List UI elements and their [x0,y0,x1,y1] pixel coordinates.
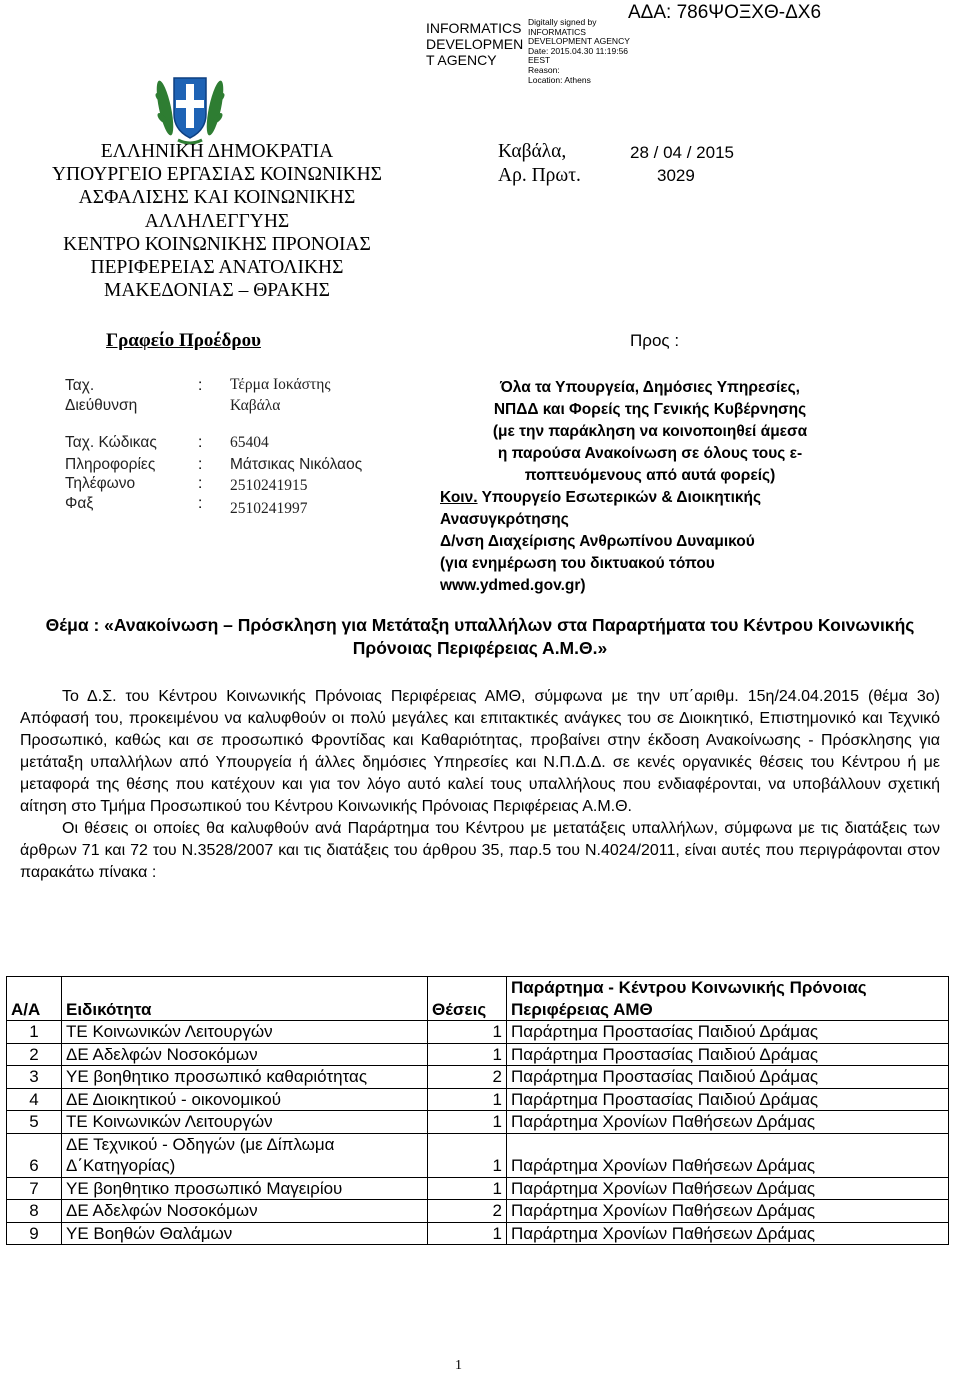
header-positions: Θέσεις [428,977,507,1021]
cell-branch: Παράρτημα Χρονίων Παθήσεων Δράμας [507,1111,949,1134]
cell-branch: Παράρτημα Χρονίων Παθήσεων Δράμας [507,1133,949,1177]
cell-positions: 1 [428,1133,507,1177]
header-specialty: Ειδικότητα [62,977,428,1021]
cell-specialty: ΤΕ Κοινωνικών Λειτουργών [62,1021,428,1044]
colon: : [198,475,203,492]
colon: : [198,434,203,451]
table-row [7,1177,949,1200]
cell-aa: 4 [7,1088,62,1111]
cc-line: Δ/νση Διαχείρισης Ανθρωπίνου Δυναμικού [440,533,755,550]
authority-line: ΑΛΛΗΛΕΓΓΥΗΣ [144,210,290,232]
table-row [7,1222,949,1245]
table-body [7,1021,949,1245]
signature-detail-line: Location: Athens [528,74,591,85]
info-value: Μάτσικας Νικόλαος [230,456,363,473]
authority-line: ΑΣΦΑΛΙΣΗΣ ΚΑΙ ΚΟΙΝΩΝΙΚΗΣ [78,187,356,209]
cc-line: www.ydmed.gov.gr) [440,577,586,594]
cell-aa: 5 [7,1111,62,1134]
address-value: Τέρμα Ιοκάστης [230,376,331,393]
cell-branch: Παράρτημα Προστασίας Παιδιού Δράμας [507,1088,949,1111]
cell-positions: 1 [428,1043,507,1066]
cell-positions: 1 [428,1111,507,1134]
table-row [7,1088,949,1111]
place: Καβάλα, [498,141,567,162]
to-label: Προς : [630,331,680,350]
cc-label: Κοιν. [440,489,478,506]
issuing-authority [48,140,386,302]
table-row [7,1133,949,1177]
recipient-line: (με την παράκληση να κοινοποιηθεί άμεσα [492,423,808,440]
signature-detail-line: Reason: [528,64,560,75]
colon: : [198,495,203,512]
cell-branch: Παράρτημα Χρονίων Παθήσεων Δράμας [507,1200,949,1223]
cell-specialty: ΔΕ Τεχνικού - Οδηγών (με Δίπλωμα Δ΄Κατηγορίας) [62,1133,428,1177]
cc-line: (για ενημέρωση του δικτυακού τόπου [440,555,715,572]
postal-code-label: Ταχ. Κώδικας [65,434,157,451]
body-paragraph: Οι θέσεις οι οποίες θα καλυφθούν ανά Παράρτημα του Κέντρου με μετατάξεις υπαλλήλων, σύμφωνα με τις διατάξεις των άρθρων 71 και 72 του Ν.3528/2007 και τις διατάξεις του άρθρου 35, παρ.5 του Ν.4024/2011, είναι αυτές που περιγράφονται στον παρακάτω πίνακα : [20,820,940,881]
address-value: Καβάλα [230,397,281,414]
phone-label: Τηλέφωνο [65,475,136,492]
document-date: 28 / 04 / 2015 [630,143,734,162]
table-row [7,1200,949,1223]
recipient-line: Όλα τα Υπουργεία, Δημόσιες Υπηρεσίες, [500,379,800,396]
cell-aa: 3 [7,1066,62,1089]
colon: : [198,377,203,394]
cell-branch: Παράρτημα Προστασίας Παιδιού Δράμας [507,1043,949,1066]
cell-aa: 7 [7,1177,62,1200]
page-number: 1 [455,1358,462,1373]
cell-branch: Παράρτημα Χρονίων Παθήσεων Δράμας [507,1222,949,1245]
authority-line: ΚΕΝΤΡΟ ΚΟΙΝΩΝΙΚΗΣ ΠΡΟΝΟΙΑΣ [63,233,371,255]
cell-aa: 9 [7,1222,62,1245]
recipient-line: η παρούσα Ανακοίνωση σε όλους τους ε- [497,445,803,462]
cell-specialty: ΔΕ Αδελφών Νοσοκόμων [62,1043,428,1066]
signature-name-line: T AGENCY [426,52,497,68]
subject-line: Θέμα : «Ανακοίνωση – Πρόσκληση για Μετάταξη υπαλλήλων στα Παραρτήματα του Κέντρου Κοινωνικής Πρόνοιας Περιφέρειας Α.Μ.Θ.» [45,615,915,658]
protocol-number: 3029 [657,166,695,185]
cell-positions: 1 [428,1177,507,1200]
signature-detail-line: Digitally signed by [528,17,597,27]
table-row [7,1066,949,1089]
cell-positions: 1 [428,1021,507,1044]
address-label: Διεύθυνση [65,397,138,414]
header-aa: Α/Α [7,977,62,1021]
table-row [7,1043,949,1066]
cell-specialty: ΥΕ βοηθητικο προσωπικό καθαριότητας [62,1066,428,1089]
ada-code: ΑΔΑ: 786ΨΟΞΧΘ-ΔΧ6 [628,2,822,23]
cell-specialty: ΥΕ βοηθητικο προσωπικό Μαγειρίου [62,1177,428,1200]
authority-line: ΠΕΡΙΦΕΡΕΙΑΣ ΑΝΑΤΟΛΙΚΗΣ [90,257,344,279]
header-branch: Παράρτημα - Κέντρου Κοινωνικής Πρόνοιας Περιφέρειας ΑΜΘ [507,977,949,1021]
recipient-line: ποπτευόμενους από αυτά φορείς) [524,467,776,484]
recipients-block [440,377,860,597]
cell-positions: 2 [428,1200,507,1223]
cell-positions: 2 [428,1066,507,1089]
cell-branch: Παράρτημα Χρονίων Παθήσεων Δράμας [507,1177,949,1200]
body-text [20,686,940,884]
cell-branch: Παράρτημα Προστασίας Παιδιού Δράμας [507,1066,949,1089]
cell-aa: 8 [7,1200,62,1223]
postal-code-value: 65404 [230,434,269,451]
protocol-label: Αρ. Πρωτ. [498,164,581,186]
cc-text: Υπουργείο Εσωτερικών & Διοικητικής [477,489,762,506]
cell-specialty: ΔΕ Αδελφών Νοσοκόμων [62,1200,428,1223]
signature-name [426,20,523,68]
cc-line: Ανασυγκρότησης [440,511,569,528]
phone-value: 2510241915 [230,477,308,494]
body-paragraph: Το Δ.Σ. του Κέντρου Κοινωνικής Πρόνοιας Περιφέρειας ΑΜΘ, σύμφωνα με την υπ΄αριθμ. 15η/24.04.2015 (θέμα 3ο) Απόφασή του, προκειμένου να καλυφθούν οι πολύ μεγάλες και επιτακτικές ανάγκες του σε Διοικητικό, Επιστημονικό και Τεχνικό Προσωπικό, καθώς και σε προσωπικό Φροντίδας και Καθαριότητας, προβαίνει στην έκδοση Ανακοίνωσης - Πρόσκλησης για μετάταξη υπαλλήλων από Υπουργεία ή άλλες δημόσιες Υπηρεσίες και Ν.Π.Δ.Δ. σε κενές οργανικές θέσεις του Κέντρου ή με μεταφορά της θέσης που κατέχουν και για τον λόγο αυτό καλεί τους υπαλλήλους που ενδιαφέρονται, να υποβάλλουν σχετική αίτηση στο Τμήμα Προσωπικού του Κέντρου Κοινωνικής Πρόνοιας Περιφέρειας Α.Μ.Θ. [20,688,940,815]
cell-specialty: ΥΕ Βοηθών Θαλάμων [62,1222,428,1245]
fax-value: 2510241997 [230,500,308,517]
cell-specialty: ΔΕ Διοικητικού - οικονομικού [62,1088,428,1111]
table-row [7,1111,949,1134]
address-label: Ταχ. [65,377,95,394]
recipient-line: ΝΠΔΔ και Φορείς της Γενικής Κυβέρνησης [493,401,807,418]
info-label: Πληροφορίες [65,456,156,473]
signature-name-line: DEVELOPMEN [426,36,524,52]
cc-line [440,487,860,509]
signature-detail-line: DEVELOPMENT AGENCY [528,36,630,47]
cell-branch: Παράρτημα Προστασίας Παιδιού Δράμας [507,1021,949,1044]
signature-name-line: INFORMATICS [426,20,522,36]
authority-line: ΕΛΛΗΝΙΚΗ ΔΗΜΟΚΡΑΤΙΑ [100,141,334,162]
cell-aa: 6 [7,1133,62,1177]
table-header-row [7,977,949,1021]
table-row [7,1021,949,1044]
greek-coat-of-arms-icon [152,68,228,148]
authority-line: ΜΑΚΕΔΟΝΙΑΣ – ΘΡΑΚΗΣ [104,280,330,302]
signature-detail-line: INFORMATICS [528,26,586,37]
signature-details [528,18,630,85]
authority-line: ΥΠΟΥΡΓΕΙΟ ΕΡΓΑΣΙΑΣ ΚΟΙΝΩΝΙΚΗΣ [51,164,383,186]
place-and-protocol [498,140,581,187]
cell-aa: 1 [7,1021,62,1044]
colon: : [198,456,203,473]
signature-detail-line: Date: 2015.04.30 11:19:56 [528,45,629,56]
cell-aa: 2 [7,1043,62,1066]
office-heading: Γραφείο Προέδρου [106,330,261,351]
cell-specialty: ΤΕ Κοινωνικών Λειτουργών [62,1111,428,1134]
cell-positions: 1 [428,1088,507,1111]
fax-label: Φαξ [65,495,94,512]
positions-table [6,976,949,1245]
cell-positions: 1 [428,1222,507,1245]
signature-detail-line: EEST [528,55,551,66]
